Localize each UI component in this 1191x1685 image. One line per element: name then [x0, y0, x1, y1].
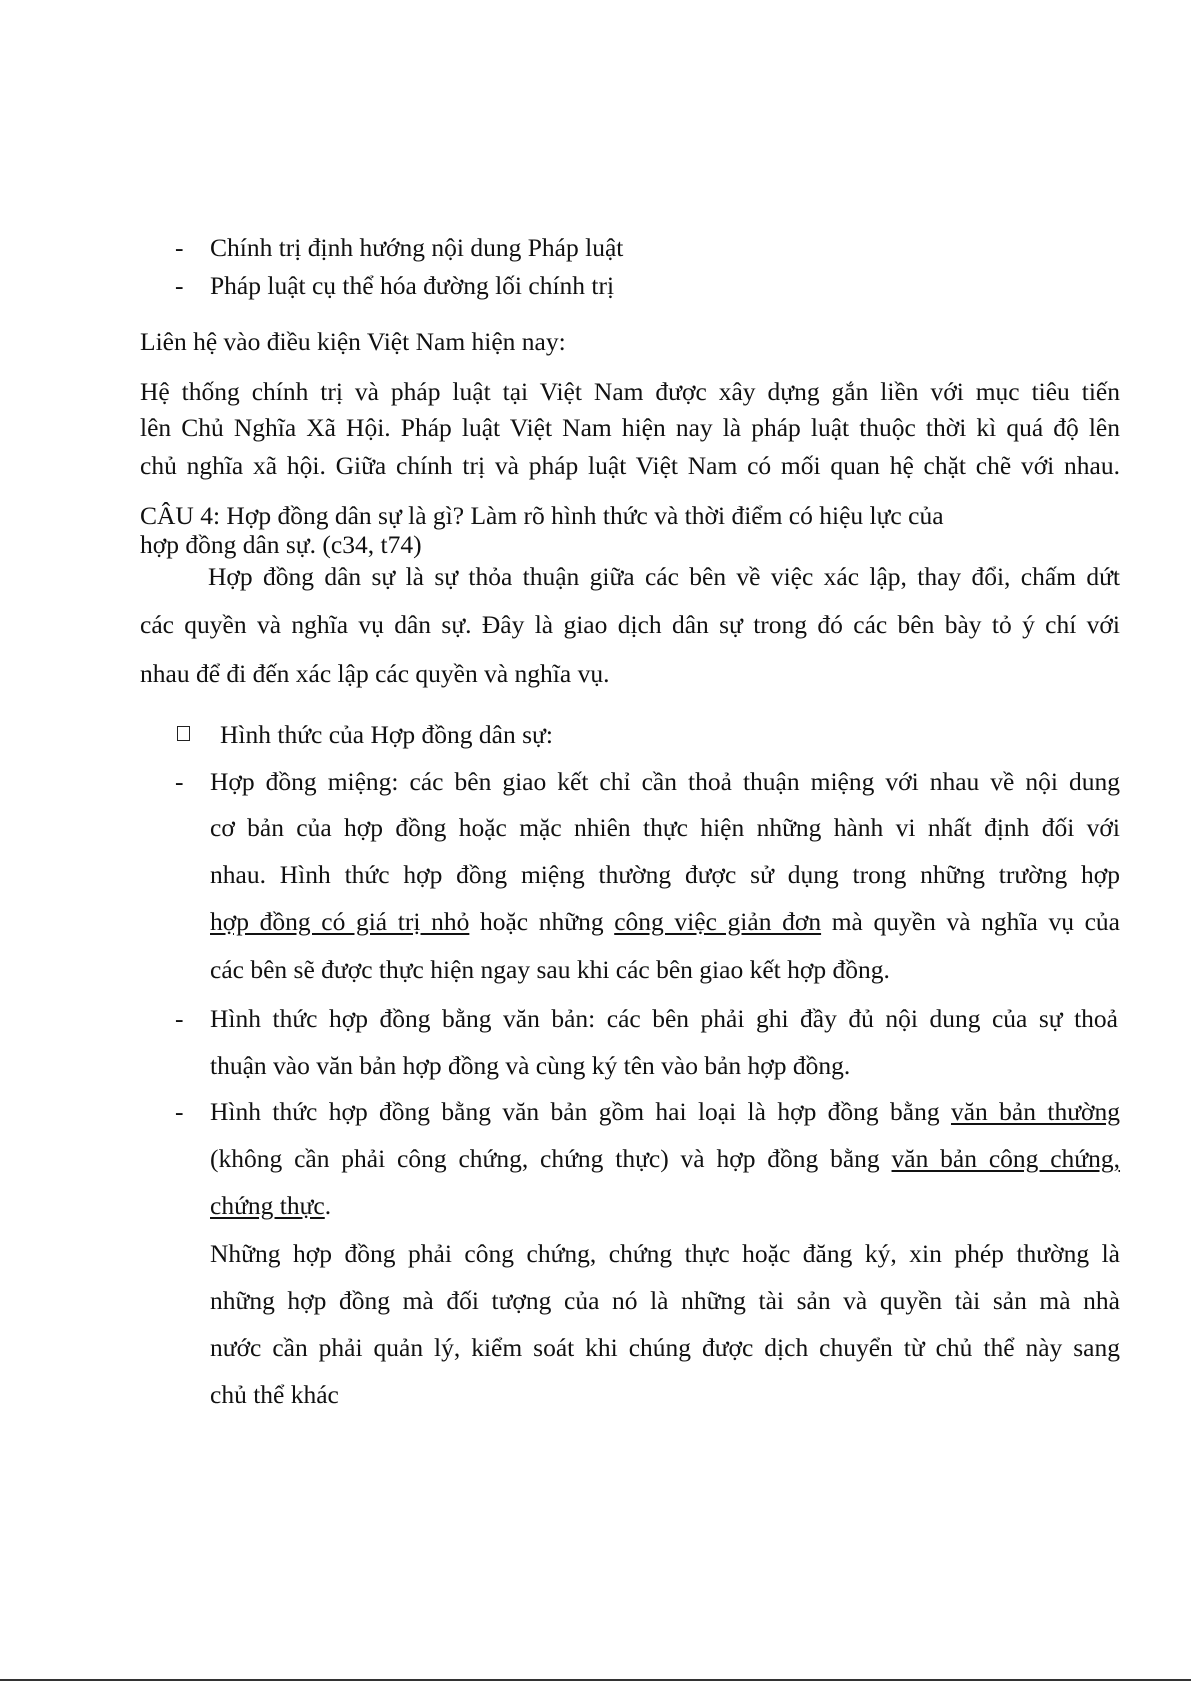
bullet-dash: -	[175, 767, 184, 796]
paragraph-line: lên Chủ Nghĩa Xã Hội. Pháp luật Việt Nam hiện nay là pháp luật thuộc thời kì quá độ lên	[140, 413, 1120, 442]
bullet-dash: -	[175, 271, 184, 300]
bullet-dash: -	[175, 1004, 184, 1033]
question-title: hợp đồng dân sự. (c34, t74)	[140, 530, 422, 559]
section-heading: Hình thức của Hợp đồng dân sự:	[220, 720, 553, 749]
question-title: CÂU 4: Hợp đồng dân sự là gì? Làm rõ hình thức và thời điểm có hiệu lực của	[140, 501, 944, 530]
paragraph-line: Những hợp đồng phải công chứng, chứng thực hoặc đăng ký, xin phép thường là	[210, 1239, 1120, 1268]
paragraph-line: Hợp đồng miệng: các bên giao kết chỉ cần thoả thuận miệng với nhau về nội dung	[210, 767, 1120, 796]
paragraph-line: cơ bản của hợp đồng hoặc mặc nhiên thực hiện những hành vi nhất định đối với	[210, 813, 1120, 842]
underlined-phrase: công việc giản đơn	[614, 907, 822, 936]
paragraph-line: các bên sẽ được thực hiện ngay sau khi các bên giao kết hợp đồng.	[210, 955, 890, 984]
paragraph-line: Hệ thống chính trị và pháp luật tại Việt Nam được xây dựng gắn liền với mục tiêu tiến	[140, 377, 1120, 406]
underlined-phrase: hợp đồng có giá trị nhỏ	[210, 907, 470, 936]
paragraph-line: nhau để đi đến xác lập các quyền và nghĩa vụ.	[140, 659, 610, 688]
checkbox-bullet-icon	[177, 726, 190, 741]
underlined-phrase: văn bản công chứng,	[891, 1144, 1121, 1173]
paragraph-line: các quyền và nghĩa vụ dân sự. Đây là giao dịch dân sự trong đó các bên bày tỏ ý chí với	[140, 610, 1120, 639]
bullet-item: Chính trị định hướng nội dung Pháp luật	[210, 233, 624, 262]
footer-divider	[0, 1679, 1191, 1681]
underlined-phrase: văn bản thường	[950, 1097, 1120, 1126]
paragraph-line: thuận vào văn bản hợp đồng và cùng ký tên vào bản hợp đồng.	[210, 1051, 851, 1080]
paragraph-line: nhau. Hình thức hợp đồng miệng thường được sử dụng trong những trường hợp	[210, 860, 1120, 889]
section-heading: Liên hệ vào điều kiện Việt Nam hiện nay:	[140, 327, 566, 356]
paragraph-line: Hình thức hợp đồng bằng văn bản gồm hai loại là hợp đồng bằng văn bản thường	[210, 1097, 1120, 1126]
paragraph-line: chủ nghĩa xã hội. Giữa chính trị và pháp luật Việt Nam có mối quan hệ chặt chẽ với nhau.	[140, 451, 1120, 480]
bullet-dash: -	[175, 1097, 184, 1126]
paragraph-line: chủ thể khác	[210, 1380, 339, 1409]
underlined-phrase: chứng thực	[210, 1191, 325, 1220]
paragraph-line: Hợp đồng dân sự là sự thỏa thuận giữa các bên về việc xác lập, thay đổi, chấm dứt	[208, 562, 1120, 591]
paragraph-line: chứng thực.	[210, 1191, 332, 1220]
paragraph-line: (không cần phải công chứng, chứng thực) và hợp đồng bằng văn bản công chứng,	[210, 1144, 1121, 1173]
paragraph-line: Hình thức hợp đồng bằng văn bản: các bên phải ghi đầy đủ nội dung của sự thoả	[210, 1004, 1118, 1033]
paragraph-line: nước cần phải quản lý, kiểm soát khi chúng được dịch chuyển từ chủ thể này sang	[210, 1333, 1120, 1362]
bullet-dash: -	[175, 233, 184, 262]
bullet-item: Pháp luật cụ thể hóa đường lối chính trị	[210, 271, 615, 300]
paragraph-line: hợp đồng có giá trị nhỏ hoặc những công việc giản đơn mà quyền và nghĩa vụ của	[210, 907, 1120, 936]
paragraph-line: những hợp đồng mà đối tượng của nó là những tài sản và quyền tài sản mà nhà	[210, 1286, 1120, 1315]
